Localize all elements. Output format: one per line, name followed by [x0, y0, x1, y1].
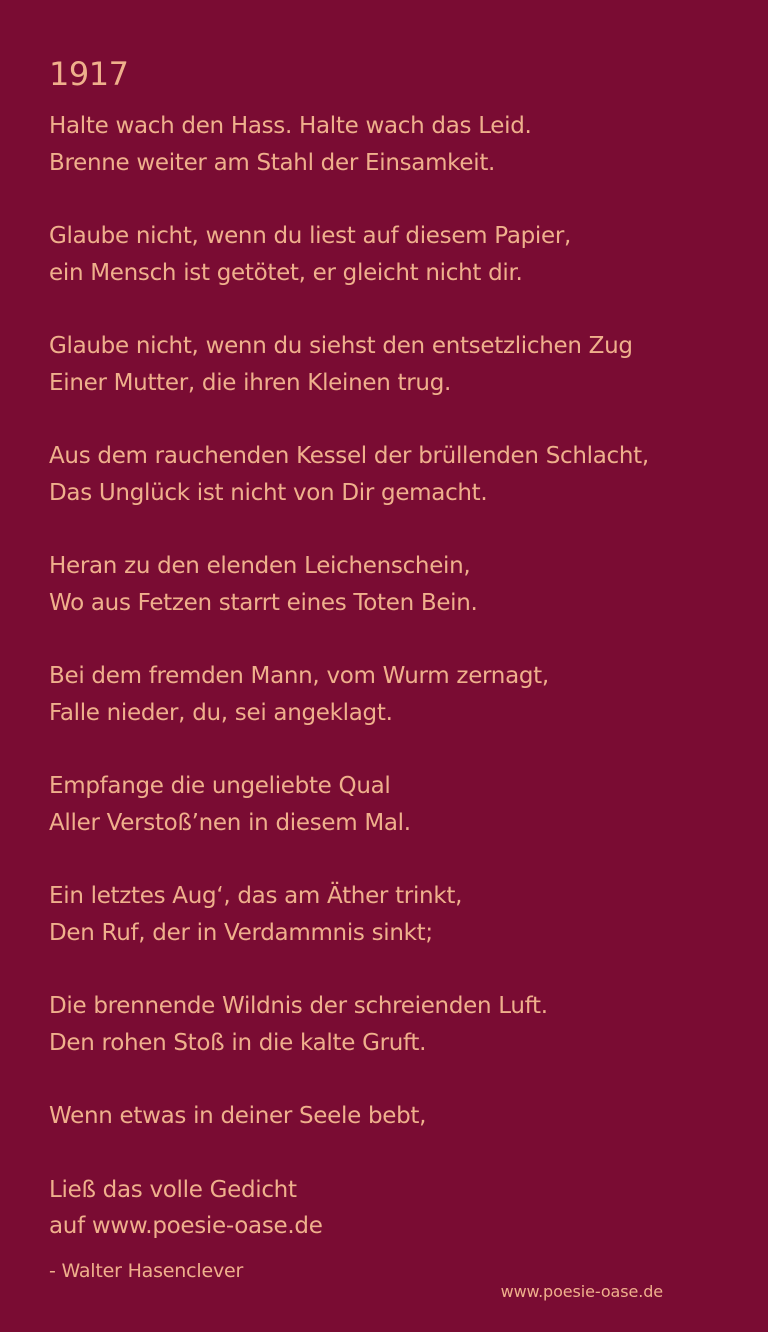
poem-line: Brenne weiter am Stahl der Einsamkeit.	[49, 149, 496, 176]
poem-line: Halte wach den Hass. Halte wach das Leid.	[49, 113, 532, 139]
poem-title: 1917	[49, 55, 129, 93]
poem-line: Falle nieder, du, sei angeklagt.	[49, 699, 393, 726]
stanza	[49, 658, 739, 731]
poem-line: Glaube nicht, wenn du liest auf diesem Papier,	[49, 223, 572, 249]
stanza	[49, 878, 739, 951]
poem-line: Ein letztes Aug‘, das am Äther trinkt,	[49, 883, 463, 909]
poem-line: Wo aus Fetzen starrt eines Toten Bein.	[49, 589, 478, 616]
poem-line: Den rohen Stoß in die kalte Gruft.	[49, 1029, 427, 1056]
poem-line: Aus dem rauchenden Kessel der brüllenden Schlacht,	[49, 443, 649, 469]
stanza	[49, 1098, 739, 1135]
poem-line: ein Mensch ist getötet, er gleicht nicht dir.	[49, 259, 523, 286]
poem-line: Die brennende Wildnis der schreienden Luft.	[49, 993, 548, 1019]
stanza	[49, 108, 739, 181]
poem-author: - Walter Hasenclever	[49, 1260, 244, 1282]
stanza-read-more	[49, 1172, 739, 1245]
poem-line: Den Ruf, der in Verdammnis sinkt;	[49, 919, 433, 946]
poem-line: Heran zu den elenden Leichenschein,	[49, 553, 471, 579]
poem-line: Glaube nicht, wenn du siehst den entsetzlichen Zug	[49, 333, 633, 359]
stanza	[49, 438, 739, 511]
poem-line: Einer Mutter, die ihren Kleinen trug.	[49, 369, 452, 396]
stanza	[49, 218, 739, 291]
poem-line: Das Unglück ist nicht von Dir gemacht.	[49, 479, 488, 506]
footer-url: www.poesie-oase.de	[500, 1282, 663, 1301]
poem-line: Empfange die ungeliebte Qual	[49, 773, 391, 799]
stanza	[49, 328, 739, 401]
stanza	[49, 548, 739, 621]
poem-line: Aller Verstoß’nen in diesem Mal.	[49, 809, 411, 836]
poem-line: Bei dem fremden Mann, vom Wurm zernagt,	[49, 663, 549, 689]
stanza	[49, 988, 739, 1061]
stanza	[49, 768, 739, 841]
poem-line: Wenn etwas in deiner Seele bebt,	[49, 1103, 427, 1129]
read-more-url: auf www.poesie-oase.de	[49, 1213, 323, 1239]
poem-body	[49, 108, 739, 1282]
read-more-line: Ließ das volle Gedicht	[49, 1176, 297, 1203]
